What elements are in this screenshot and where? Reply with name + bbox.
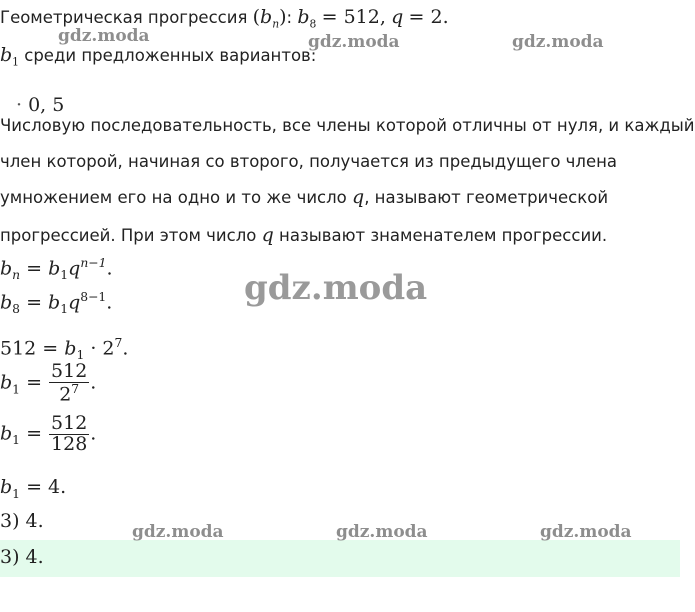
formula-fraction-power: $b_1$ = $\frac{512}{2^7}$ . xyxy=(0,360,97,406)
watermark: gdz.moda xyxy=(132,522,224,542)
watermark: gdz.moda xyxy=(58,26,150,46)
explanation-line-2: член которой, начиная со второго, получается из предыдущего члена xyxy=(0,152,618,171)
explanation-line-1: Числовую последовательность, все члены которой отличны от нуля, и каждый xyxy=(0,116,695,135)
task-condition: Геометрическая прогрессия $(b_n)$: $b_8 = 512$, q = 2. xyxy=(0,6,449,31)
formula-fraction-value: $b_1$ = $\frac{512}{128}$ . xyxy=(0,412,97,455)
watermark-large: gdz.moda xyxy=(244,268,428,308)
formula-general-term: $b_n = b_1q^{n-1}$. xyxy=(0,256,113,283)
watermark: gdz.moda xyxy=(336,522,428,542)
answer-highlight xyxy=(0,540,680,577)
watermark: gdz.moda xyxy=(512,32,604,52)
answer-text: 3) 4. xyxy=(0,546,44,568)
formula-result: $b_1 = 4$. xyxy=(0,476,67,501)
formula-substitution: $512 = b_1 \cdot 2^7$. xyxy=(0,336,129,363)
option-fragment: · 0, 5 xyxy=(16,94,65,116)
watermark: gdz.moda xyxy=(308,32,400,52)
result-line: 3) 4. xyxy=(0,510,44,532)
explanation-line-3: умножением его на одно и то же число q, называют геометрической xyxy=(0,186,609,208)
task-intro-text: Геометрическая прогрессия xyxy=(0,8,253,27)
watermark: gdz.moda xyxy=(540,522,632,542)
task-question-text: среди предложенных вариантов: xyxy=(24,46,317,65)
explanation-line-4: прогрессией. При этом число q называют знаменателем прогрессии. xyxy=(0,224,608,246)
formula-eighth-term: $b_8 = b_1q^{8-1}$. xyxy=(0,290,113,317)
task-question: $b_1$ среди предложенных вариантов: xyxy=(0,44,317,69)
